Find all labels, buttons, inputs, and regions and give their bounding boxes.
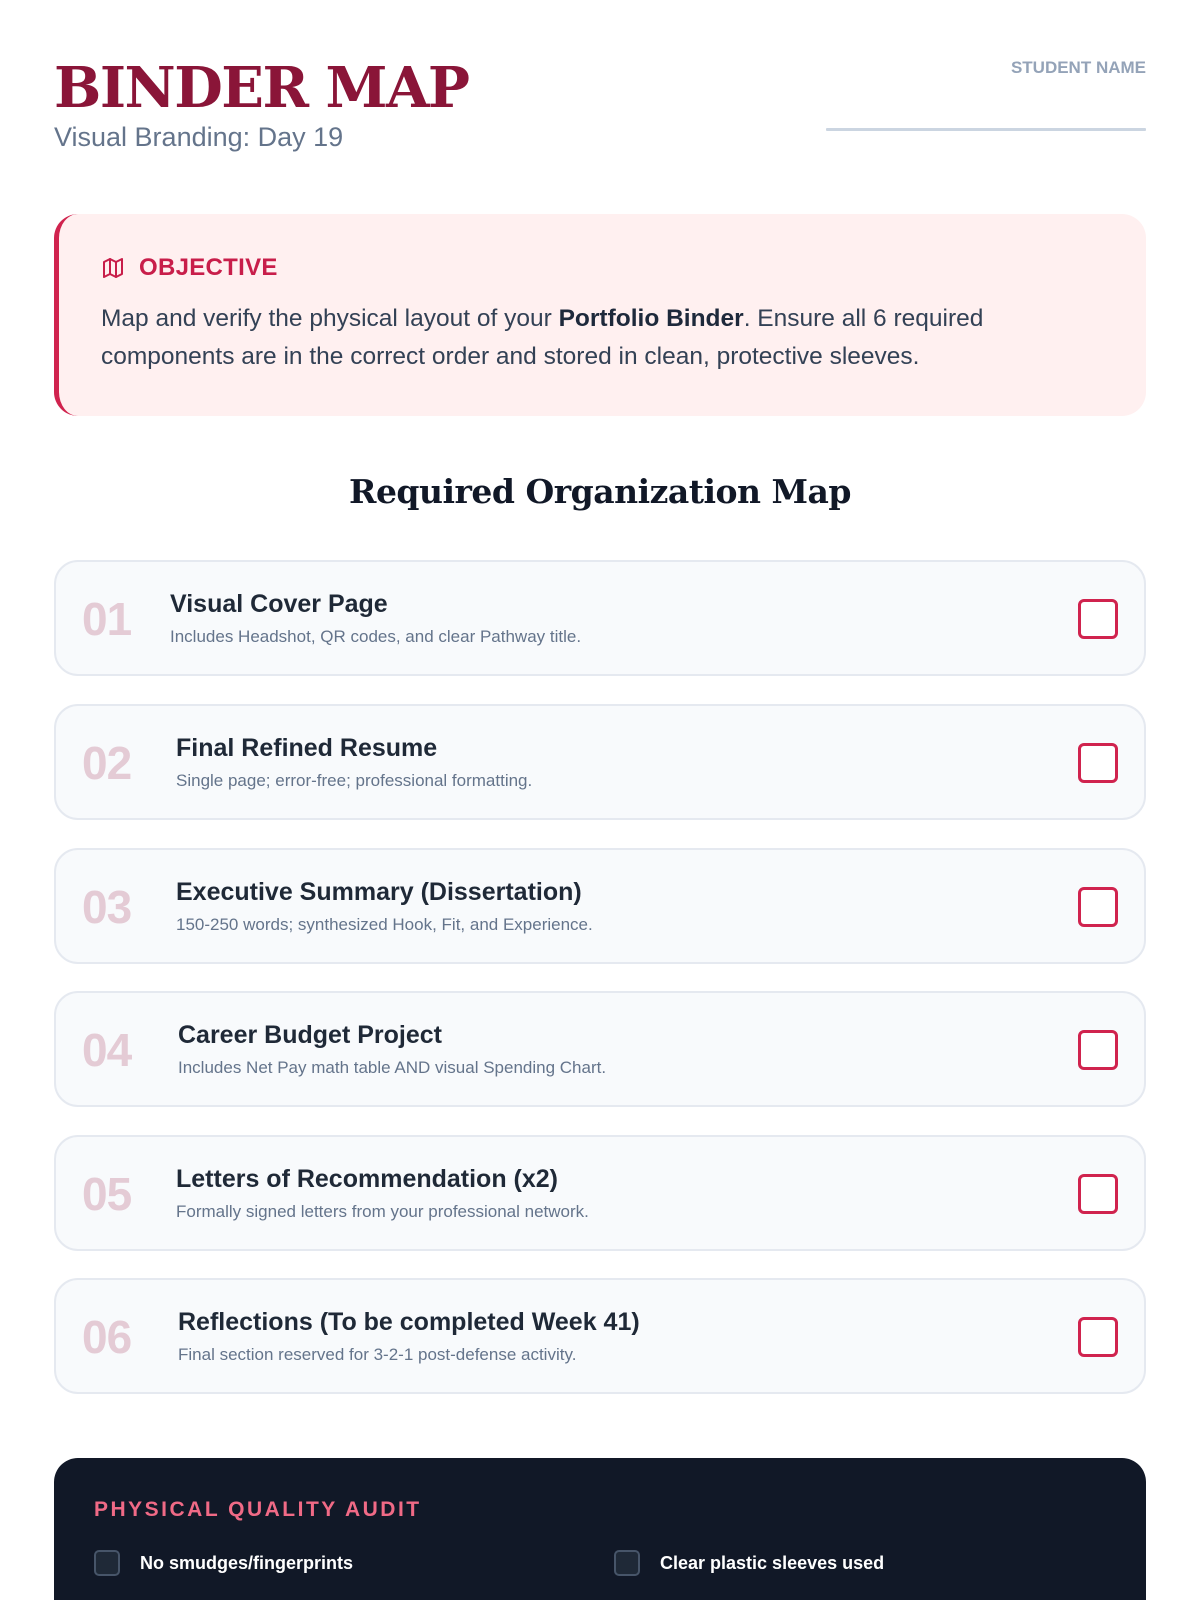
map-icon (101, 256, 125, 280)
item-title: Reflections (To be completed Week 41) (178, 1308, 640, 1336)
item-number: 01 (82, 593, 132, 645)
item-title: Final Refined Resume (176, 734, 438, 762)
page-subtitle: Visual Branding: Day 19 (54, 122, 344, 152)
binder-item (54, 848, 1146, 964)
item-checkbox[interactable] (1078, 887, 1118, 927)
item-number: 03 (82, 881, 132, 933)
item-title: Executive Summary (Dissertation) (176, 878, 582, 906)
binder-item (54, 704, 1146, 820)
page-title: BINDER MAP (54, 55, 469, 121)
objective-heading: OBJECTIVE (139, 254, 278, 281)
page-header (54, 56, 1146, 166)
objective-heading-row (101, 254, 1106, 282)
item-checkbox[interactable] (1078, 1174, 1118, 1214)
item-description: Formally signed letters from your professional network. (176, 1202, 589, 1221)
quality-audit-panel (54, 1458, 1146, 1600)
audit-check-label: No smudges/fingerprints (140, 1552, 354, 1573)
audit-check-item[interactable] (614, 1550, 884, 1576)
binder-item (54, 991, 1146, 1107)
item-body (170, 590, 581, 647)
item-description: 150-250 words; synthesized Hook, Fit, and Experience. (176, 915, 593, 934)
item-checkbox[interactable] (1078, 599, 1118, 639)
objective-text-part: Map and verify the physical layout of your (101, 305, 559, 332)
item-number: 02 (82, 737, 132, 789)
item-body (176, 878, 593, 935)
item-checkbox[interactable] (1078, 743, 1118, 783)
student-name-block (826, 56, 1146, 78)
audit-check-item[interactable] (94, 1550, 353, 1576)
audit-checkbox[interactable] (614, 1550, 640, 1576)
audit-checkbox[interactable] (94, 1550, 120, 1576)
item-checkbox[interactable] (1078, 1317, 1118, 1357)
item-body (176, 1165, 589, 1222)
objective-callout (54, 214, 1146, 416)
item-title: Letters of Recommendation (x2) (176, 1165, 559, 1193)
student-name-field[interactable] (826, 128, 1146, 131)
item-title: Visual Cover Page (170, 590, 388, 618)
section-title: Required Organization Map (349, 472, 851, 511)
audit-check-label: Clear plastic sleeves used (660, 1552, 885, 1573)
item-description: Includes Headshot, QR codes, and clear Pathway title. (170, 627, 582, 646)
item-body (176, 734, 532, 791)
objective-text-part: . Ensure all 6 required components are in the correct order and stored in clean, protective sleeves. (101, 305, 984, 370)
item-checkbox[interactable] (1078, 1030, 1118, 1070)
item-description: Single page; error-free; professional formatting. (176, 771, 533, 790)
item-number: 06 (82, 1311, 132, 1363)
audit-title: PHYSICAL QUALITY AUDIT (94, 1498, 422, 1521)
item-body (178, 1308, 640, 1365)
item-body (178, 1021, 606, 1078)
objective-text-bold: Portfolio Binder (558, 305, 744, 332)
binder-item (54, 1135, 1146, 1251)
objective-text (101, 300, 1106, 376)
item-number: 05 (82, 1168, 132, 1220)
binder-item (54, 1278, 1146, 1394)
item-title: Career Budget Project (178, 1021, 442, 1049)
binder-item (54, 560, 1146, 676)
item-description: Includes Net Pay math table AND visual Spending Chart. (178, 1058, 607, 1077)
student-name-label: STUDENT NAME (1010, 58, 1146, 77)
item-number: 04 (82, 1024, 132, 1076)
item-description: Final section reserved for 3-2-1 post-defense activity. (178, 1345, 577, 1364)
